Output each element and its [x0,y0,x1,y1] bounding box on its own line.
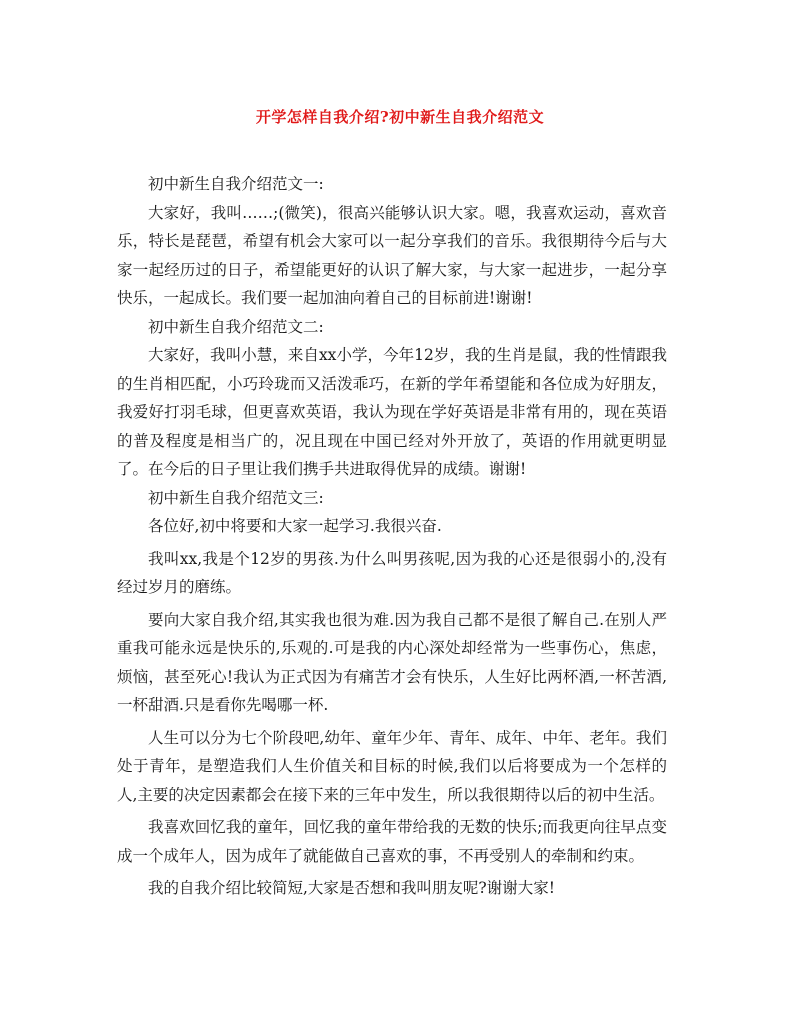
paragraph-3: 各位好,初中将要和大家一起学习.我很兴奋. [148,517,442,535]
paragraph-8: 我的自我介绍比较简短,大家是否想和我叫朋友呢?谢谢大家! [148,879,555,897]
section-heading-3: 初中新生自我介绍范文三: [148,488,324,507]
paragraph-2: 大家好，我叫小慧，来自xx小学，今年12岁，我的生肖是鼠，我的性情跟我的生肖相匹配，小巧玲珑而又活泼乖巧，在新的学年希望能和各位成为好朋友，我爱好打羽毛球，但更喜欢英语，我认为现在学好英语是非常有用的，现在英语的普及程度是相当广的，况且现在中国已经对外开放了，英语的作用就更明显了。在今后的日子里让我们携手共进取得优异的成绩。谢谢! [117,346,667,478]
section-heading-1: 初中新生自我介绍范文一: [148,175,324,193]
document-title: 开学怎样自我介绍?初中新生自我介绍范文 [255,108,545,126]
paragraph-1: 大家好，我叫……;(微笑)，很高兴能够认识大家。嗯，我喜欢运动，喜欢音乐，特长是琵琶，希望有机会大家可以一起分享我们的音乐。我很期待今后与大家一起经历过的日子，希望能更好的认识了解大家，与大家一起进步，一起分享快乐，一起成长。我们要一起加油向着自己的目标前进!谢谢! [117,203,667,307]
paragraph-4: 我叫xx,我是个12岁的男孩.为什么叫男孩呢,因为我的心还是很弱小的,没有经过岁月的磨练。 [117,549,667,596]
document-body [117,170,667,903]
paragraph-5: 要向大家自我介绍,其实我也很为难.因为我自己都不是很了解自己.在别人严重我可能永远是快乐的,乐观的.可是我的内心深处却经常为一些事伤心，焦虑，烦恼，甚至死心!我认为正式因为有痛苦才会有快乐，人生好比两杯酒,一杯苦酒,一杯甜酒.只是看你先喝哪一杯. [117,610,667,714]
paragraph-7: 我喜欢回忆我的童年，回忆我的童年带给我的无数的快乐;而我更向往早点变成一个成年人，因为成年了就能做自己喜欢的事，不再受别人的牵制和约束。 [117,818,667,865]
paragraph-6: 人生可以分为七个阶段吧,幼年、童年少年、青年、成年、中年、老年。我们处于青年，是塑造我们人生价值关和目标的时候,我们以后将要成为一个怎样的人,主要的决定因素都会在接下来的三年中发生，所以我很期待以后的初中生活。 [117,728,667,804]
section-heading-2: 初中新生自我介绍范文二: [148,317,324,336]
